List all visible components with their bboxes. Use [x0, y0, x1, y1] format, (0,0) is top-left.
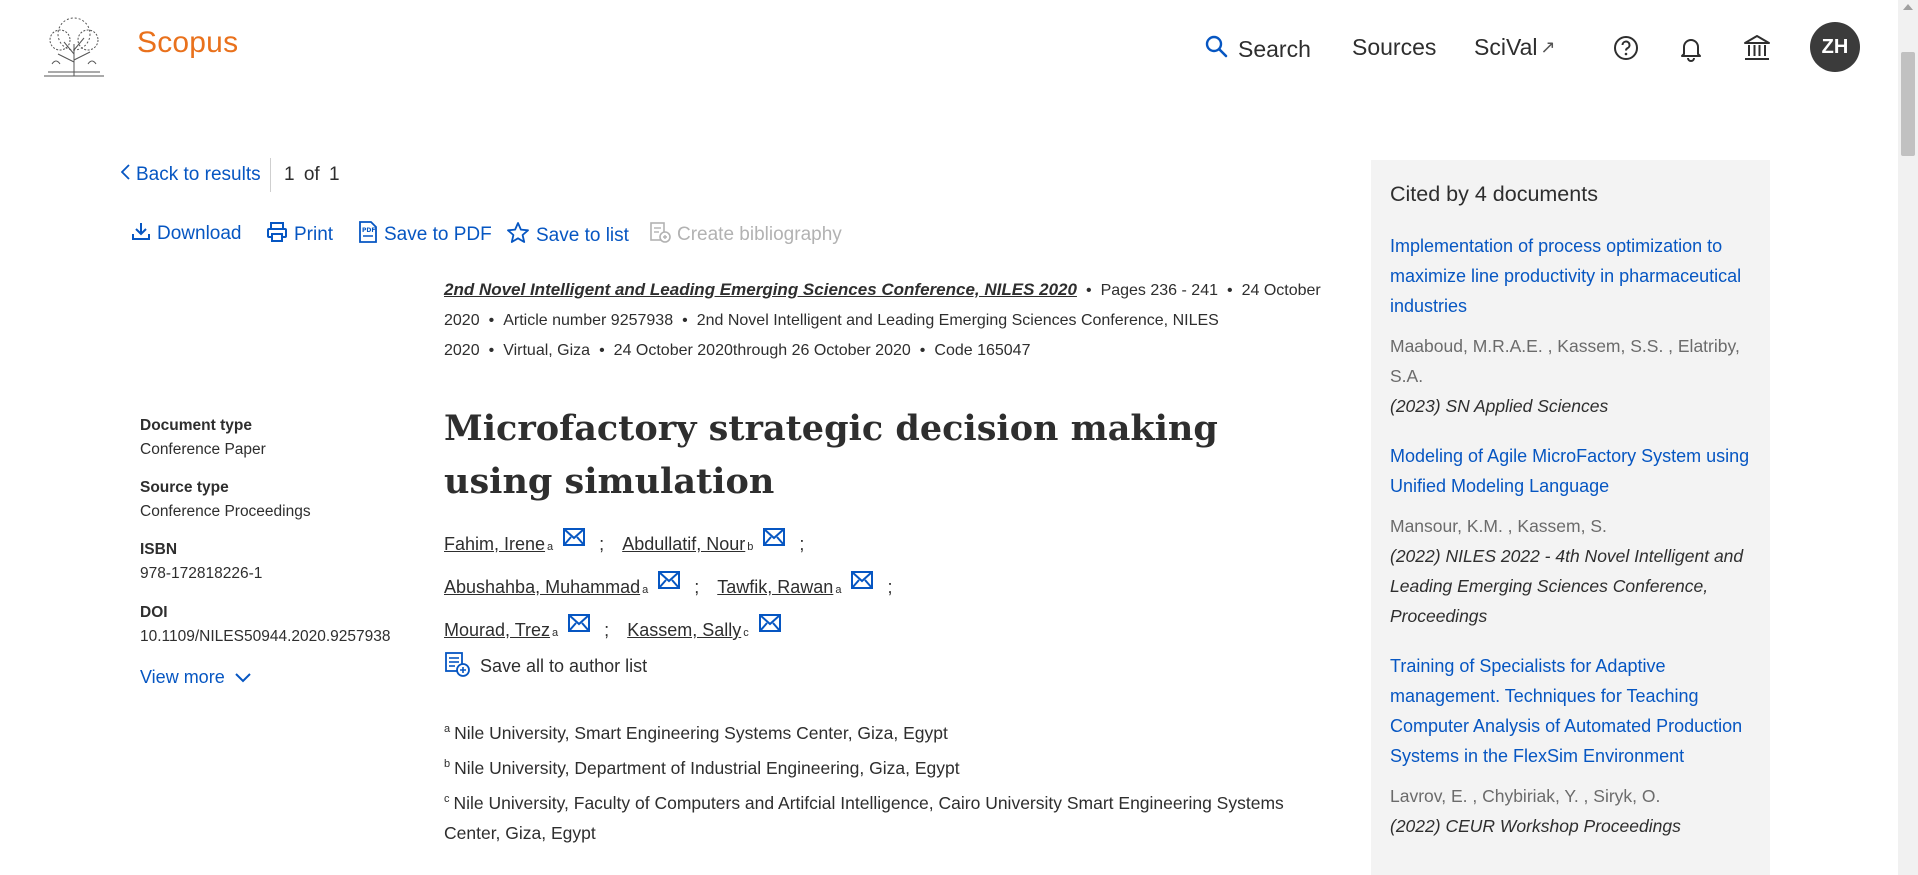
affiliation — [444, 784, 1304, 848]
save-to-pdf-button[interactable] — [358, 221, 492, 249]
cited-document — [1390, 231, 1760, 421]
view-more-label: View more — [140, 667, 225, 687]
back-to-results-link[interactable] — [121, 164, 261, 186]
bullet: • — [1085, 282, 1092, 299]
save-all-to-author-list-label: Save all to author list — [480, 656, 648, 676]
conference-dates: 24 October 2020through 26 October 2020 — [613, 342, 911, 359]
author-link[interactable]: Abdullatif, Nour — [622, 534, 746, 554]
mail-icon[interactable] — [763, 528, 785, 551]
scopus-brand[interactable]: Scopus — [137, 26, 239, 59]
view-more-button[interactable] — [140, 667, 251, 688]
cited-by-panel — [1371, 160, 1770, 875]
affiliation-text: Nile University, Smart Engineering Systems Center, Giza, Egypt — [454, 722, 948, 743]
document-title: Microfactory strategic decision making using simulation — [444, 408, 1218, 502]
publication-date: 24 October 2020 — [444, 282, 1321, 329]
search-icon — [1204, 34, 1238, 64]
mail-icon[interactable] — [563, 528, 585, 551]
help-icon[interactable] — [1611, 33, 1641, 63]
cited-document-authors: Lavrov, E. , Chybiriak, Y. , Siryk, O. — [1390, 786, 1661, 806]
isbn — [140, 541, 262, 583]
download-label: Download — [157, 223, 242, 244]
cited-document-authors: Mansour, K.M. , Kassem, S. — [1390, 516, 1607, 536]
doi-label: DOI — [140, 604, 168, 621]
affiliation-sup: b — [444, 758, 451, 770]
conference-link[interactable]: 2nd Novel Intelligent and Leading Emerging Sciences Conference, NILES 2020 — [444, 280, 1077, 299]
author-affiliation-sup: c — [743, 627, 749, 639]
source-type-value: Conference Proceedings — [140, 503, 311, 520]
download-button[interactable] — [131, 221, 242, 247]
author-row — [444, 618, 781, 641]
document-type — [140, 417, 266, 459]
pager-of: of — [303, 164, 320, 185]
source-info — [444, 275, 1324, 366]
mail-icon[interactable] — [759, 614, 781, 637]
save-to-pdf-label: Save to PDF — [384, 224, 492, 245]
nav-scival-label: SciVal — [1474, 34, 1538, 60]
save-all-to-author-list-button[interactable] — [444, 651, 647, 682]
author-affiliation-sup: a — [547, 541, 554, 553]
institution-icon[interactable] — [1742, 33, 1772, 63]
document-type-label: Document type — [140, 417, 252, 434]
author-row — [444, 532, 822, 555]
svg-text:PDF: PDF — [362, 227, 376, 234]
bibliography-icon — [649, 221, 677, 249]
result-pager — [284, 164, 340, 186]
nav-scival[interactable] — [1474, 34, 1556, 61]
divider — [270, 158, 271, 192]
scrollbar-thumb[interactable] — [1901, 52, 1915, 156]
star-icon — [506, 221, 536, 251]
save-to-list-label: Save to list — [536, 225, 629, 246]
conference-name: 2nd Novel Intelligent and Leading Emerging Sciences Conference, NILES 2020 — [444, 312, 1219, 359]
cited-document-source: (2022) CEUR Workshop Proceedings — [1390, 816, 1681, 836]
save-to-list-button[interactable] — [506, 221, 629, 251]
chevron-left-icon — [121, 164, 130, 186]
affiliation-text: Nile University, Faculty of Computers and Artifcial Intelligence, Cairo University Smart Engineering Systems Center, Giza, Egypt — [444, 792, 1284, 843]
nav-search[interactable] — [1204, 34, 1311, 64]
author-link[interactable]: Kassem, Sally — [627, 620, 742, 640]
conference-location: Virtual, Giza — [503, 342, 591, 359]
article-number: Article number 9257938 — [503, 312, 674, 329]
affiliation-sup: a — [444, 723, 451, 735]
scroll-up-arrow-icon[interactable] — [1903, 4, 1913, 10]
cited-document — [1390, 441, 1760, 631]
bullet: • — [1226, 282, 1233, 299]
affiliation — [444, 714, 1304, 748]
author-separator: ; — [799, 534, 805, 554]
external-link-icon: ↗ — [1540, 37, 1556, 57]
document-type-value: Conference Paper — [140, 441, 266, 458]
author-link[interactable]: Mourad, Trez — [444, 620, 551, 640]
author-separator: ; — [887, 577, 893, 597]
pager-current: 1 — [284, 164, 295, 185]
doi-value: 10.1109/NILES50944.2020.9257938 — [140, 628, 391, 645]
cited-document-source: (2023) SN Applied Sciences — [1390, 396, 1609, 416]
affiliation — [444, 749, 1304, 783]
bell-icon[interactable] — [1676, 33, 1706, 63]
author-affiliation-sup: a — [642, 584, 649, 596]
avatar[interactable]: ZH — [1810, 22, 1860, 72]
affiliation-sup: c — [444, 793, 450, 805]
pager-total: 1 — [329, 164, 340, 185]
create-bibliography-button[interactable] — [649, 221, 842, 249]
mail-icon[interactable] — [658, 571, 680, 594]
author-link[interactable]: Tawfik, Rawan — [717, 577, 834, 597]
print-button[interactable] — [266, 221, 333, 249]
author-affiliation-sup: b — [747, 541, 754, 553]
cited-document-authors: Maaboud, M.R.A.E. , Kassem, S.S. , Elatriby, S.A. — [1390, 336, 1740, 386]
create-bibliography-label: Create bibliography — [677, 224, 842, 245]
print-icon — [266, 221, 294, 249]
author-affiliation-sup: a — [552, 627, 559, 639]
source-type-label: Source type — [140, 479, 229, 496]
nav-sources[interactable]: Sources — [1352, 34, 1437, 60]
bullet: • — [488, 312, 495, 329]
author-separator: ; — [599, 534, 605, 554]
mail-icon[interactable] — [568, 614, 590, 637]
author-link[interactable]: Abushahba, Muhammad — [444, 577, 641, 597]
pdf-icon — [358, 221, 384, 249]
nav-search-label: Search — [1238, 35, 1311, 62]
cited-document-title-link[interactable]: Modeling of Agile MicroFactory System using Unified Modeling Language — [1390, 446, 1750, 496]
isbn-value: 978-172818226-1 — [140, 565, 263, 582]
mail-icon[interactable] — [851, 571, 873, 594]
cited-document-title-link[interactable]: Training of Specialists for Adaptive management. Techniques for Teaching Computer Analysis of Automated Production Systems in the FlexSim Environment — [1390, 656, 1743, 766]
download-icon — [131, 221, 157, 247]
isbn-label: ISBN — [140, 541, 178, 558]
print-label: Print — [294, 224, 334, 245]
source-type — [140, 479, 311, 521]
cited-document-title-link[interactable]: Implementation of process optimization to maximize line productivity in pharmaceutical industries — [1390, 236, 1742, 316]
pages: Pages 236 - 241 — [1100, 282, 1218, 299]
cited-by-heading: Cited by 4 documents — [1390, 182, 1598, 206]
affiliation-text: Nile University, Department of Industrial Engineering, Giza, Egypt — [454, 757, 960, 778]
conference-code: Code 165047 — [934, 342, 1031, 359]
author-affiliation-sup: a — [835, 584, 842, 596]
author-link[interactable]: Fahim, Irene — [444, 534, 546, 554]
bullet: • — [919, 342, 926, 359]
bullet: • — [682, 312, 688, 329]
back-label: Back to results — [136, 164, 261, 185]
elsevier-logo[interactable] — [38, 14, 110, 80]
doi — [140, 604, 391, 646]
author-list-add-icon — [444, 651, 480, 682]
cited-document — [1390, 651, 1760, 841]
author-row — [444, 575, 910, 598]
author-separator: ; — [604, 620, 610, 640]
chevron-down-icon — [225, 667, 251, 688]
author-separator: ; — [694, 577, 700, 597]
bullet: • — [599, 342, 605, 359]
bullet: • — [488, 342, 495, 359]
cited-document-source: (2022) NILES 2022 - 4th Novel Intelligent and Leading Emerging Sciences Conference, Proceedings — [1390, 546, 1744, 626]
